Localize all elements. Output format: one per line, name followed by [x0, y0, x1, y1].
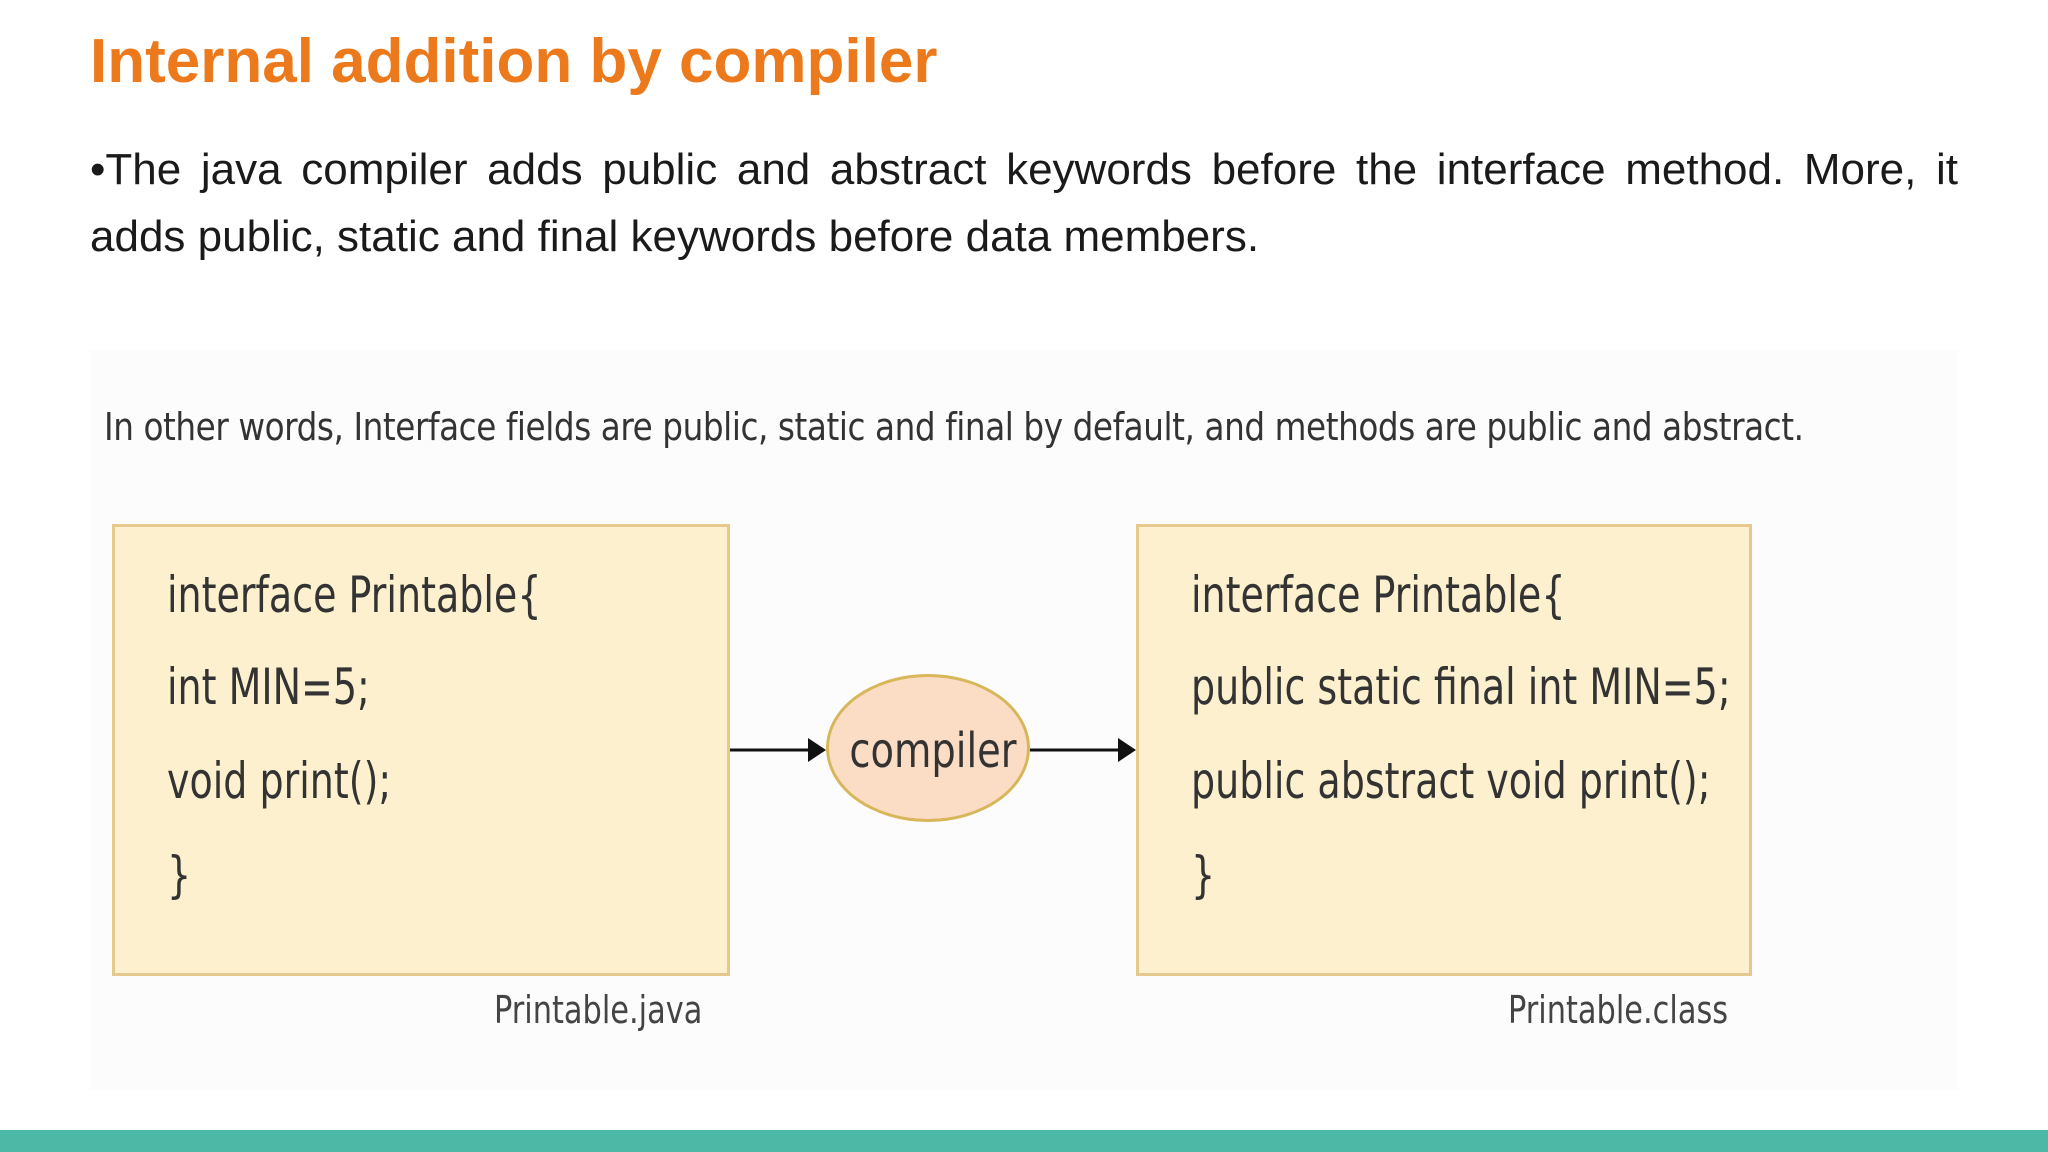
- output-file-label: Printable.class: [1508, 988, 1729, 1032]
- compiler-diagram: [90, 350, 1958, 1090]
- compiler-label: compiler: [849, 723, 1017, 779]
- source-code-line: interface Printable{: [167, 566, 542, 624]
- source-code-line: void print();: [167, 752, 392, 810]
- compiler-node: [826, 674, 1030, 822]
- arrow-to-class-file-head: [1118, 738, 1136, 762]
- output-code-line: public abstract void print();: [1191, 752, 1711, 810]
- diagram-caption: In other words, Interface fields are public, static and final by default, and methods are public and abstract.: [104, 405, 1804, 449]
- source-code-line: }: [167, 846, 192, 904]
- source-code-line: int MIN=5;: [167, 658, 370, 716]
- slide-title: Internal addition by compiler: [90, 27, 938, 96]
- output-code-line: }: [1191, 846, 1216, 904]
- source-file-label: Printable.java: [494, 988, 703, 1032]
- footer-accent-bar: [0, 1130, 2048, 1152]
- output-code-line: interface Printable{: [1191, 566, 1566, 624]
- output-code-line: public static final int MIN=5;: [1191, 658, 1731, 716]
- slide-body-text: •The java compiler adds public and abstract keywords before the interface method. More, it adds public, static and final keywords before data members.: [90, 145, 1958, 261]
- output-code-box: [1136, 524, 1752, 976]
- arrow-to-compiler-head: [808, 738, 826, 762]
